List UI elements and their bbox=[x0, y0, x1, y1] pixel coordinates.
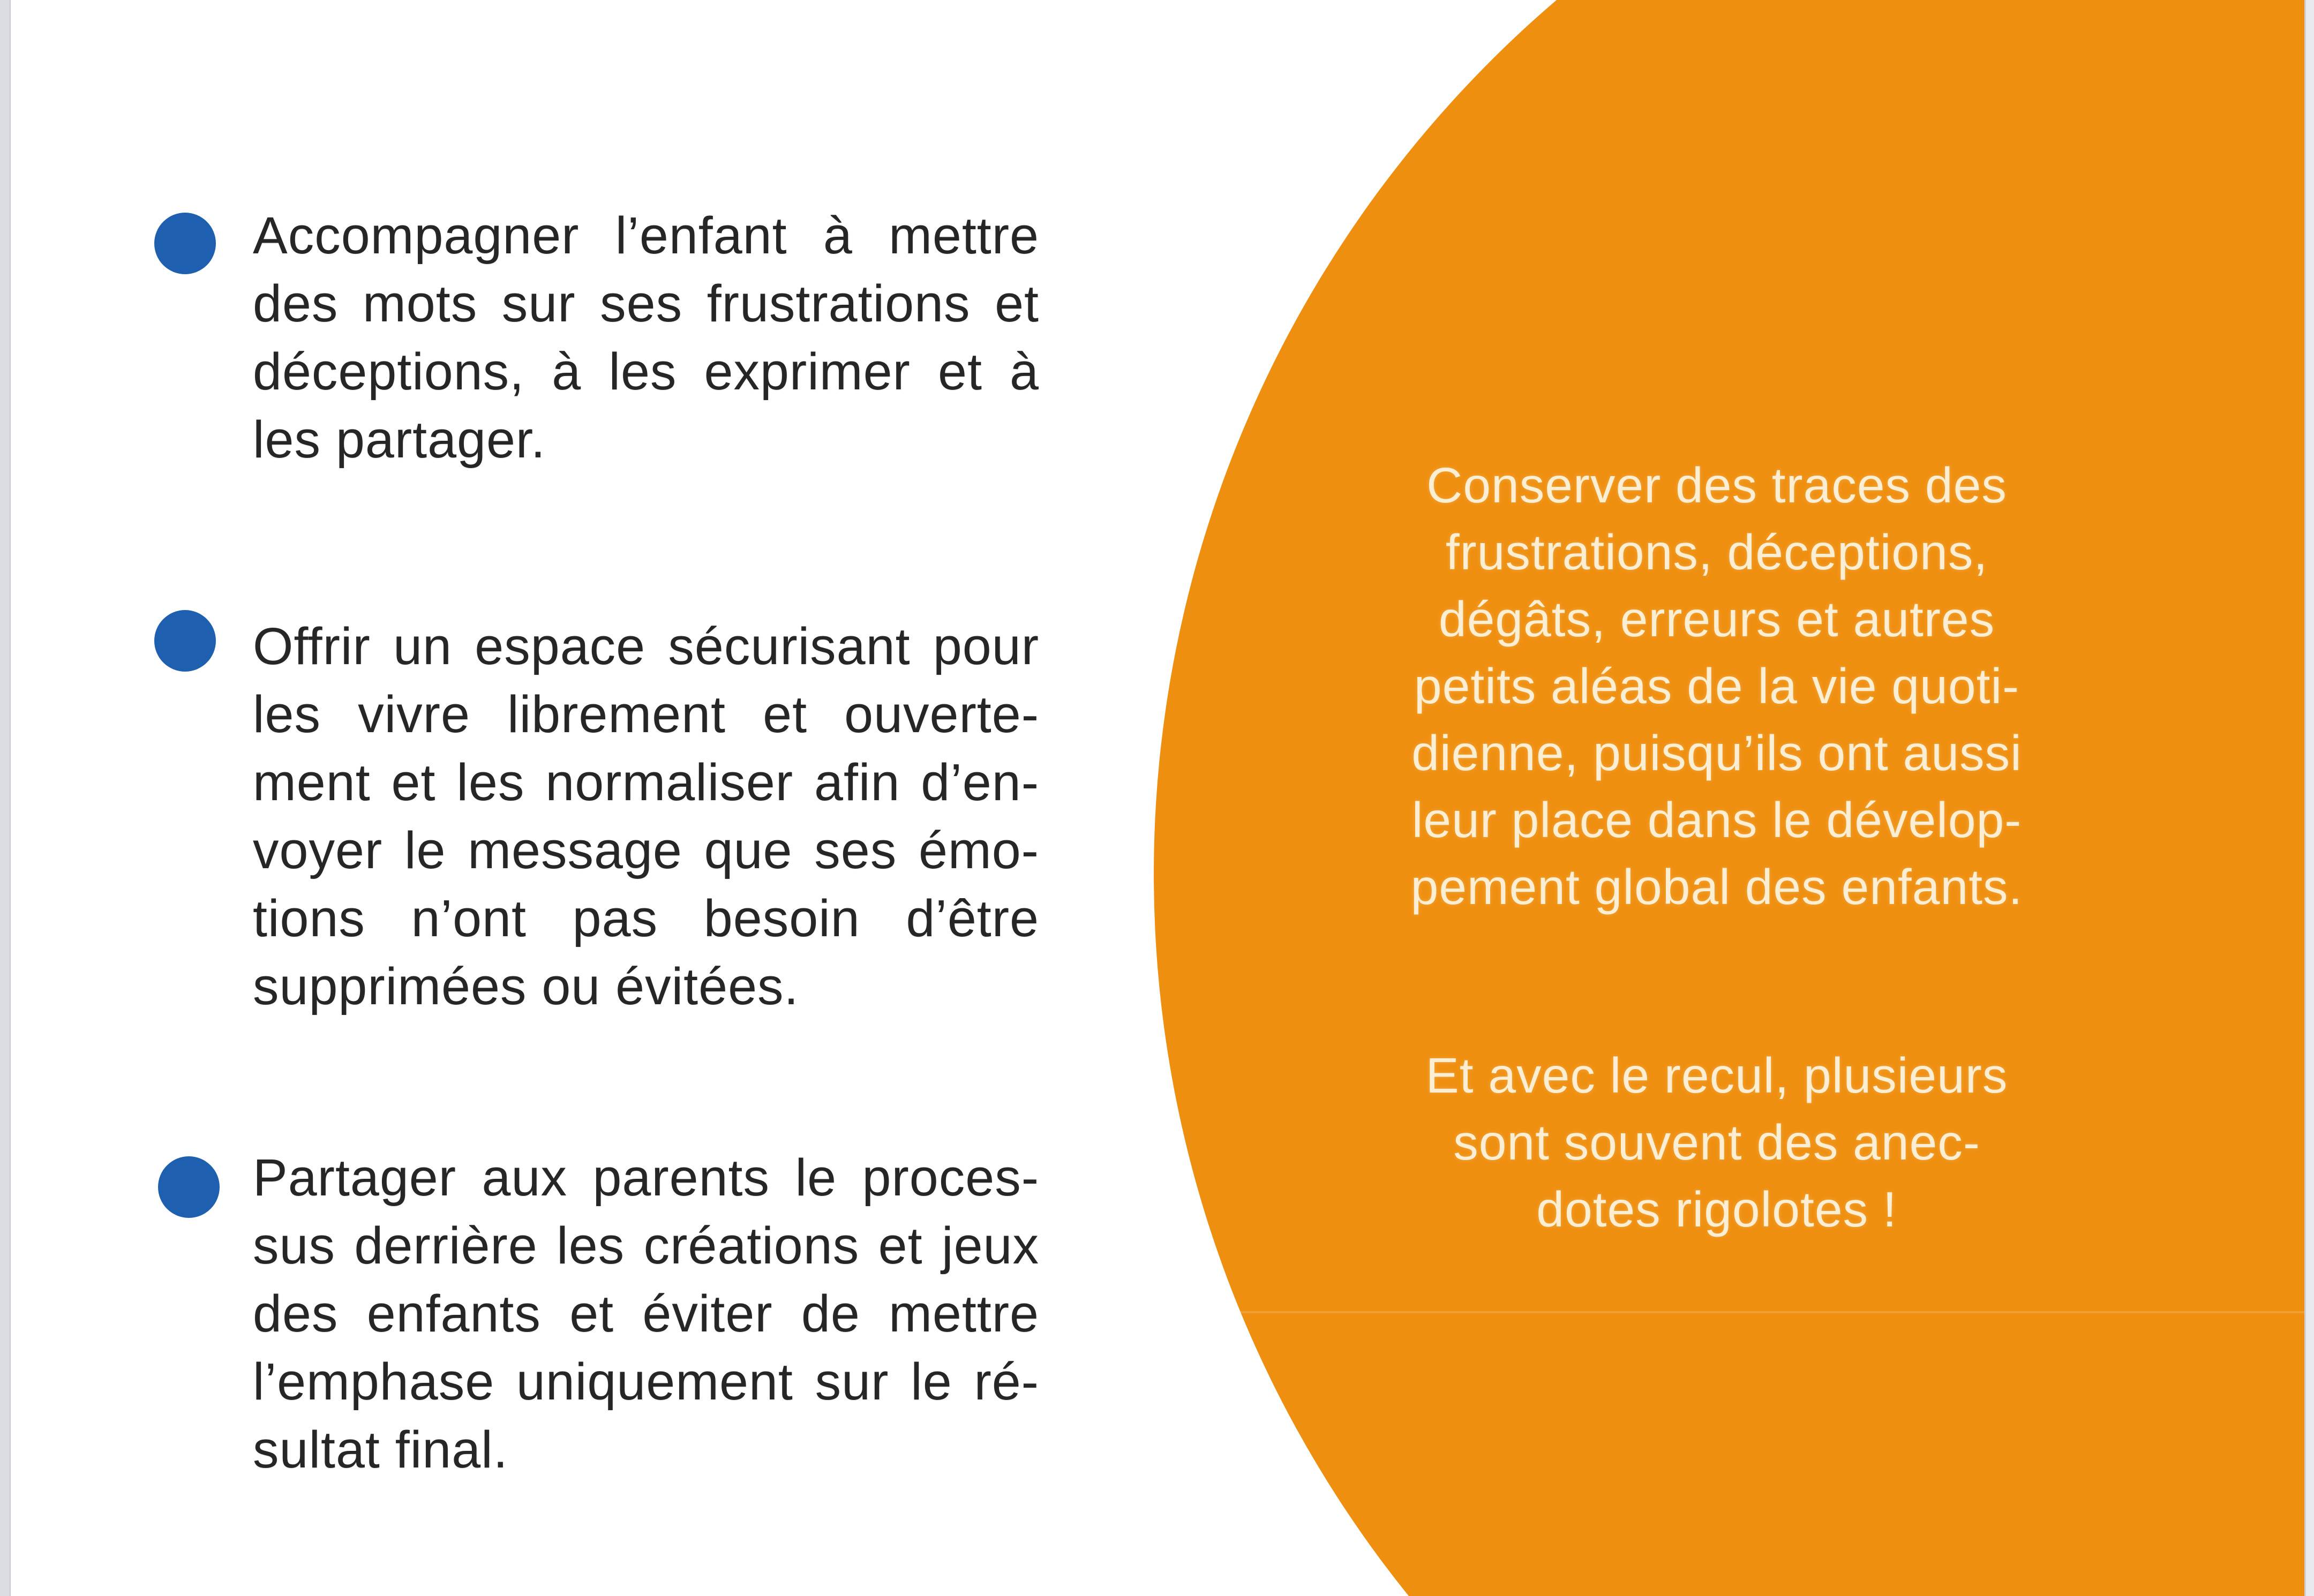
text-line: dégâts, erreurs et autres bbox=[1438, 591, 1995, 647]
text-line: déceptions, à les exprimer et à bbox=[253, 342, 1039, 401]
text-line: voyer le message que ses émo- bbox=[253, 821, 1039, 879]
text-line: des mots sur ses frustrations et bbox=[253, 274, 1039, 333]
text-line: Accompagner l’enfant à mettre bbox=[253, 206, 1039, 265]
bullet-paragraph-2 bbox=[253, 612, 1039, 1020]
text-line: leur place dans le dévelop- bbox=[1411, 792, 2022, 848]
text-line: sont souvent des anec- bbox=[1453, 1115, 1980, 1170]
text-line: dotes rigolotes ! bbox=[1536, 1181, 1897, 1237]
bullet-dot-icon bbox=[154, 213, 216, 274]
text-line: les vivre librement et ouverte- bbox=[253, 685, 1039, 743]
text-line: les partager. bbox=[253, 410, 546, 469]
text-line: sultat final. bbox=[253, 1420, 508, 1479]
page-edge-right bbox=[2304, 0, 2314, 1596]
text-line: l’emphase uniquement sur le ré- bbox=[253, 1352, 1039, 1411]
bullet-dot-icon bbox=[158, 1156, 220, 1218]
text-line: Et avec le recul, plusieurs bbox=[1425, 1048, 2008, 1103]
text-line: Conserver des traces des bbox=[1426, 457, 2007, 513]
text-line: supprimées ou évitées. bbox=[253, 957, 799, 1015]
text-line: petits aléas de la vie quoti- bbox=[1414, 658, 2020, 714]
text-line: sus derrière les créations et jeux bbox=[253, 1216, 1039, 1275]
text-line: ment et les normaliser afin d’en- bbox=[253, 753, 1039, 811]
text-line: frustrations, déceptions, bbox=[1445, 524, 1988, 580]
circle-paragraph-2 bbox=[1328, 1042, 2105, 1243]
circle-paragraph-1 bbox=[1328, 452, 2105, 921]
text-line: pement global des enfants. bbox=[1410, 859, 2023, 915]
text-line: Partager aux parents le proces- bbox=[253, 1148, 1039, 1207]
bullet-dot-icon bbox=[154, 610, 216, 672]
bullet-paragraph-3 bbox=[253, 1143, 1039, 1484]
text-line: Offrir un espace sécurisant pour bbox=[253, 617, 1039, 675]
page-edge-left bbox=[0, 0, 11, 1596]
text-line: tions n’ont pas besoin d’être bbox=[253, 889, 1039, 947]
page-fold-line bbox=[1162, 1311, 2305, 1313]
text-line: des enfants et éviter de mettre bbox=[253, 1284, 1039, 1343]
text-line: dienne, puisqu’ils ont aussi bbox=[1411, 725, 2022, 781]
bullet-paragraph-1 bbox=[253, 201, 1039, 473]
